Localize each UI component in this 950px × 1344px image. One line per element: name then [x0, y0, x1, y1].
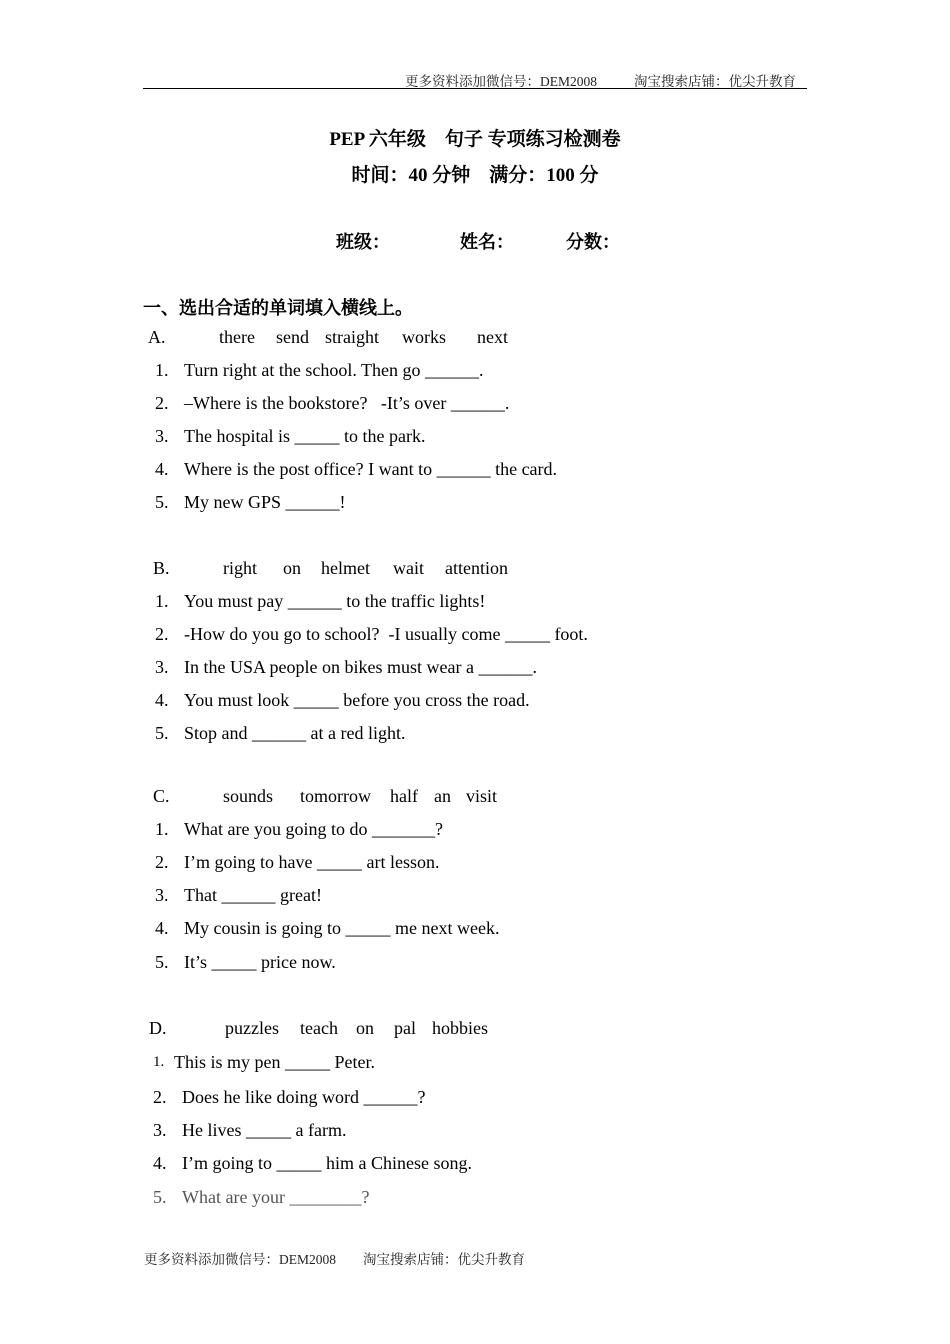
question-text: –Where is the bookstore? -It’s over ______.: [184, 393, 510, 413]
question-text: Turn right at the school. Then go ______.: [184, 360, 484, 380]
word-bank-word: hobbies: [432, 1018, 488, 1038]
question-text: Stop and ______ at a red light.: [184, 723, 406, 743]
question-text: My new GPS ______!: [184, 492, 346, 512]
header-shop-note: 淘宝搜索店铺：优尖升教育: [634, 74, 796, 89]
word-bank-word: visit: [466, 786, 498, 806]
word-bank-word: puzzles: [225, 1018, 279, 1038]
group-b-label: B.: [153, 558, 170, 578]
word-bank-word: on: [283, 558, 301, 578]
word-bank-word: sounds: [223, 786, 274, 806]
question-number: 3.: [153, 1120, 167, 1140]
question-number: 5.: [155, 723, 169, 743]
group-d-label: D.: [149, 1018, 167, 1038]
question-number: 5.: [155, 492, 169, 512]
word-bank-word: an: [434, 786, 451, 806]
question-text: The hospital is _____ to the park.: [184, 426, 426, 446]
word-bank-word: teach: [300, 1018, 338, 1038]
question-number: 3.: [155, 885, 169, 905]
question-number: 1.: [155, 819, 169, 839]
question-text: You must pay ______ to the traffic lights!: [184, 591, 486, 611]
word-bank-word: works: [402, 327, 446, 347]
question-number: 4.: [153, 1153, 167, 1173]
question-number: 1.: [155, 591, 169, 611]
group-c-label: C.: [153, 786, 170, 806]
word-bank-word: send: [276, 327, 309, 347]
question-number: 5.: [153, 1187, 167, 1207]
question-text: -How do you go to school? -I usually come _____ foot.: [184, 624, 588, 644]
word-bank-word: straight: [325, 327, 379, 347]
question-text: I’m going to have _____ art lesson.: [184, 852, 440, 872]
header-wechat-note: 更多资料添加微信号：DEM2008: [405, 74, 597, 89]
class-label: 班级：: [336, 232, 390, 252]
question-number: 1.: [153, 1054, 165, 1070]
question-text: In the USA people on bikes must wear a ______.: [184, 657, 537, 677]
question-text: It’s _____ price now.: [184, 952, 336, 972]
word-bank-word: wait: [393, 558, 424, 578]
question-text: What are your ________?: [182, 1187, 370, 1207]
word-bank-word: attention: [445, 558, 508, 578]
question-text: That ______ great!: [184, 885, 322, 905]
question-number: 2.: [153, 1087, 167, 1107]
word-bank-word: helmet: [321, 558, 370, 578]
question-text: You must look _____ before you cross the road.: [184, 690, 530, 710]
page-subtitle: 时间：40 分钟 满分：100 分: [351, 165, 599, 186]
group-a-label: A.: [148, 327, 166, 347]
question-text: Where is the post office? I want to ______ the card.: [184, 459, 558, 479]
question-text: My cousin is going to _____ me next week.: [184, 918, 500, 938]
word-bank-word: half: [390, 786, 418, 806]
question-number: 4.: [155, 459, 169, 479]
question-text: Does he like doing word ______?: [182, 1087, 426, 1107]
question-text: I’m going to _____ him a Chinese song.: [182, 1153, 472, 1173]
question-text: What are you going to do _______?: [184, 819, 443, 839]
word-bank-word: tomorrow: [300, 786, 371, 806]
score-label: 分数：: [566, 232, 620, 252]
word-bank-word: on: [356, 1018, 374, 1038]
question-number: 4.: [155, 918, 169, 938]
question-number: 2.: [155, 393, 169, 413]
name-label: 姓名：: [460, 232, 514, 252]
word-bank-word: there: [219, 327, 255, 347]
word-bank-word: pal: [394, 1018, 416, 1038]
header-rule: [143, 88, 807, 89]
question-number: 3.: [155, 426, 169, 446]
page-title: PEP 六年级 句子 专项练习检测卷: [329, 129, 621, 150]
question-number: 1.: [155, 360, 169, 380]
word-bank-word: right: [223, 558, 257, 578]
question-number: 4.: [155, 690, 169, 710]
question-text: This is my pen _____ Peter.: [174, 1052, 375, 1072]
question-number: 3.: [155, 657, 169, 677]
question-number: 2.: [155, 624, 169, 644]
word-bank-word: next: [477, 327, 508, 347]
question-number: 5.: [155, 952, 169, 972]
footer-shop-note: 淘宝搜索店铺：优尖升教育: [363, 1252, 525, 1267]
footer-wechat-note: 更多资料添加微信号：DEM2008: [144, 1252, 336, 1267]
section-title: 一、选出合适的单词填入横线上。: [143, 298, 413, 318]
question-text: He lives _____ a farm.: [182, 1120, 347, 1140]
question-number: 2.: [155, 852, 169, 872]
